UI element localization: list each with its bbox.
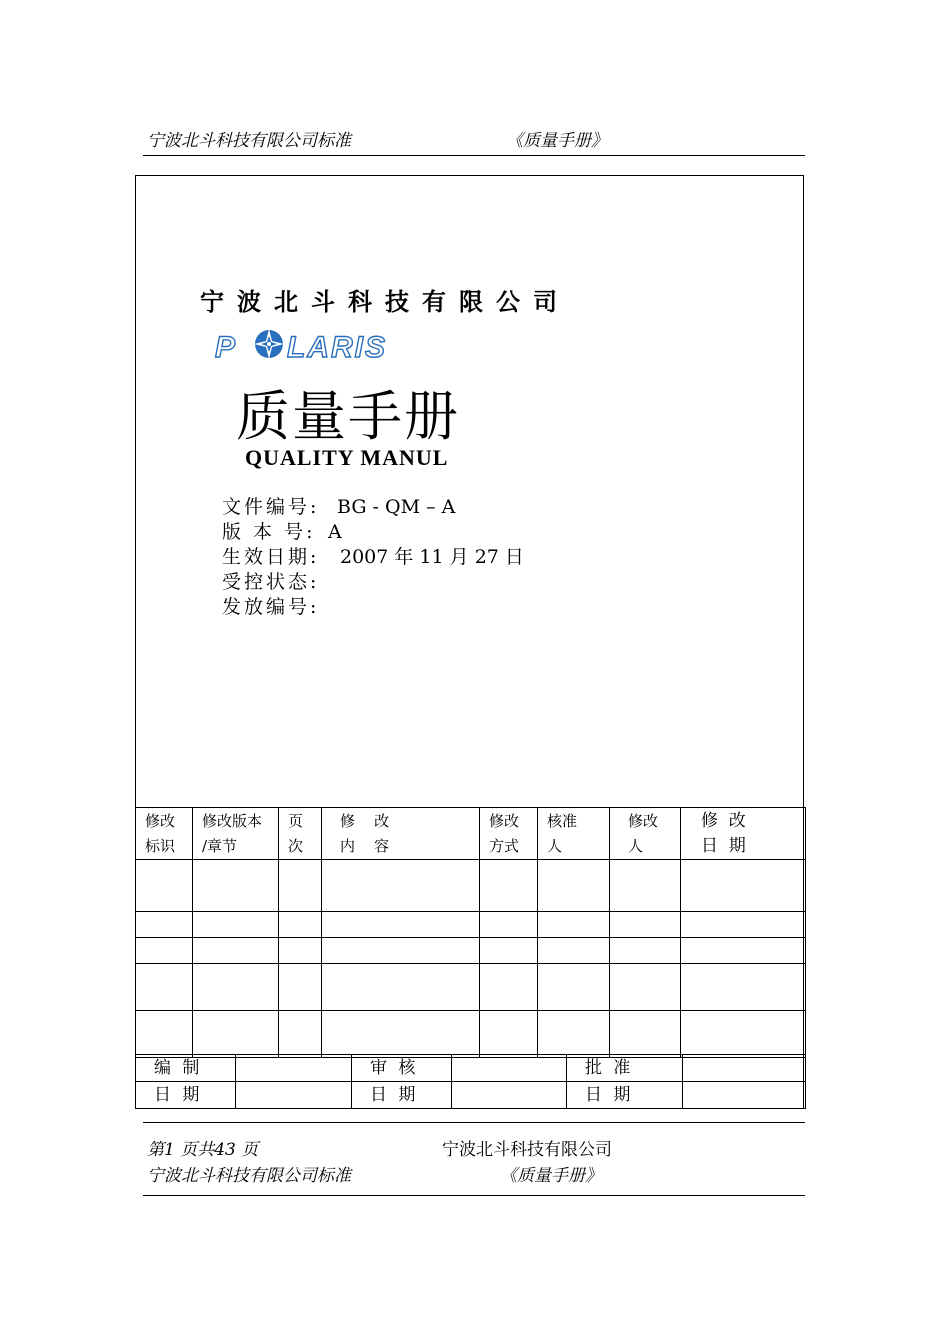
table-cell[interactable] <box>610 1011 681 1058</box>
table-cell[interactable] <box>480 912 538 938</box>
table-cell[interactable] <box>610 912 681 938</box>
table-cell[interactable] <box>193 912 279 938</box>
table-cell[interactable] <box>610 964 681 1011</box>
prepared-by-field[interactable] <box>236 1055 352 1082</box>
meta-value: 2007 年 11 月 27 日 <box>340 546 524 568</box>
document-meta <box>222 495 524 620</box>
approved-date-label: 日 期 <box>567 1082 683 1109</box>
meta-row-control-status <box>222 570 524 595</box>
header-manual-title: 《质量手册》 <box>506 131 608 151</box>
footer-standard-title: 宁波北斗科技有限公司标准 <box>147 1166 351 1186</box>
footer-manual-title: 《质量手册》 <box>500 1166 602 1186</box>
table-cell[interactable] <box>480 1011 538 1058</box>
table-cell[interactable] <box>322 1011 480 1058</box>
table-cell[interactable] <box>681 1011 806 1058</box>
table-cell[interactable] <box>136 964 193 1011</box>
footer-rule-top <box>143 1122 805 1123</box>
meta-row-issue-number <box>222 595 524 620</box>
table-cell[interactable] <box>322 860 480 912</box>
polaris-logo <box>213 326 413 364</box>
table-cell[interactable] <box>322 964 480 1011</box>
revision-header-row <box>136 808 806 860</box>
table-cell[interactable] <box>136 1011 193 1058</box>
meta-label: 发放编号: <box>222 596 320 618</box>
signoff-row <box>136 1055 806 1082</box>
table-cell[interactable] <box>193 964 279 1011</box>
table-row <box>136 964 806 1011</box>
revision-table <box>135 807 806 1058</box>
header-cell-page: 页 次 <box>279 808 322 860</box>
table-cell[interactable] <box>322 938 480 964</box>
meta-value: BG - QM – A <box>337 496 456 518</box>
meta-row-version <box>222 520 524 545</box>
table-cell[interactable] <box>538 1011 610 1058</box>
signoff-date-row <box>136 1082 806 1109</box>
table-cell[interactable] <box>681 912 806 938</box>
table-cell[interactable] <box>610 938 681 964</box>
approved-by-label: 批 准 <box>567 1055 683 1082</box>
table-cell[interactable] <box>610 860 681 912</box>
header-cell-approver: 核准 人 <box>538 808 610 860</box>
logo-letters-laris: LARIS <box>287 331 387 364</box>
reviewed-date-label: 日 期 <box>352 1082 452 1109</box>
table-cell[interactable] <box>538 938 610 964</box>
table-cell[interactable] <box>681 964 806 1011</box>
footer-page-number: 第1 页共43 页 <box>147 1140 259 1160</box>
table-cell[interactable] <box>322 912 480 938</box>
approved-by-field[interactable] <box>683 1055 806 1082</box>
meta-row-doc-number <box>222 495 524 520</box>
table-cell[interactable] <box>538 912 610 938</box>
header-rule <box>143 155 805 156</box>
signoff-table <box>135 1054 806 1109</box>
table-cell[interactable] <box>279 938 322 964</box>
table-cell[interactable] <box>279 860 322 912</box>
table-row <box>136 912 806 938</box>
footer-company: 宁波北斗科技有限公司 <box>442 1140 612 1160</box>
meta-value: A <box>328 521 342 543</box>
company-name: 宁波北斗科技有限公司 <box>200 287 570 316</box>
table-row <box>136 1011 806 1058</box>
footer-rule-bottom <box>143 1195 805 1196</box>
header-cell-date: 修 改 日 期 <box>681 808 806 860</box>
prepared-date-field[interactable] <box>236 1082 352 1109</box>
reviewed-by-field[interactable] <box>452 1055 567 1082</box>
header-cell-mark: 修改 标识 <box>136 808 193 860</box>
manual-subtitle: QUALITY MANUL <box>245 445 449 470</box>
table-row <box>136 860 806 912</box>
table-cell[interactable] <box>681 938 806 964</box>
table-cell[interactable] <box>193 1011 279 1058</box>
table-cell[interactable] <box>279 912 322 938</box>
approved-date-field[interactable] <box>683 1082 806 1109</box>
prepared-by-label: 编 制 <box>136 1055 236 1082</box>
header-cell-content: 修 改 内 容 <box>322 808 480 860</box>
meta-label: 生效日期: <box>222 546 320 568</box>
logo-letter-p: P <box>215 331 238 364</box>
header-cell-modifier: 修改 人 <box>610 808 681 860</box>
table-cell[interactable] <box>480 938 538 964</box>
header-cell-method: 修改 方式 <box>480 808 538 860</box>
header-standard-title: 宁波北斗科技有限公司标准 <box>147 131 351 151</box>
meta-label: 受控状态: <box>222 571 320 593</box>
meta-label: 版 本 号: <box>222 521 316 543</box>
table-cell[interactable] <box>136 938 193 964</box>
table-cell[interactable] <box>279 964 322 1011</box>
header-cell-version: 修改版本 /章节 <box>193 808 279 860</box>
table-cell[interactable] <box>538 964 610 1011</box>
table-cell[interactable] <box>136 860 193 912</box>
table-cell[interactable] <box>279 1011 322 1058</box>
reviewed-date-field[interactable] <box>452 1082 567 1109</box>
table-cell[interactable] <box>193 938 279 964</box>
table-cell[interactable] <box>193 860 279 912</box>
table-row <box>136 938 806 964</box>
table-cell[interactable] <box>480 860 538 912</box>
table-cell[interactable] <box>480 964 538 1011</box>
meta-row-effective-date <box>222 545 524 570</box>
manual-title: 质量手册 <box>236 385 460 448</box>
table-cell[interactable] <box>681 860 806 912</box>
meta-label: 文件编号: <box>222 496 320 518</box>
reviewed-by-label: 审 核 <box>352 1055 452 1082</box>
prepared-date-label: 日 期 <box>136 1082 236 1109</box>
table-cell[interactable] <box>136 912 193 938</box>
north-star-icon <box>254 329 284 359</box>
table-cell[interactable] <box>538 860 610 912</box>
